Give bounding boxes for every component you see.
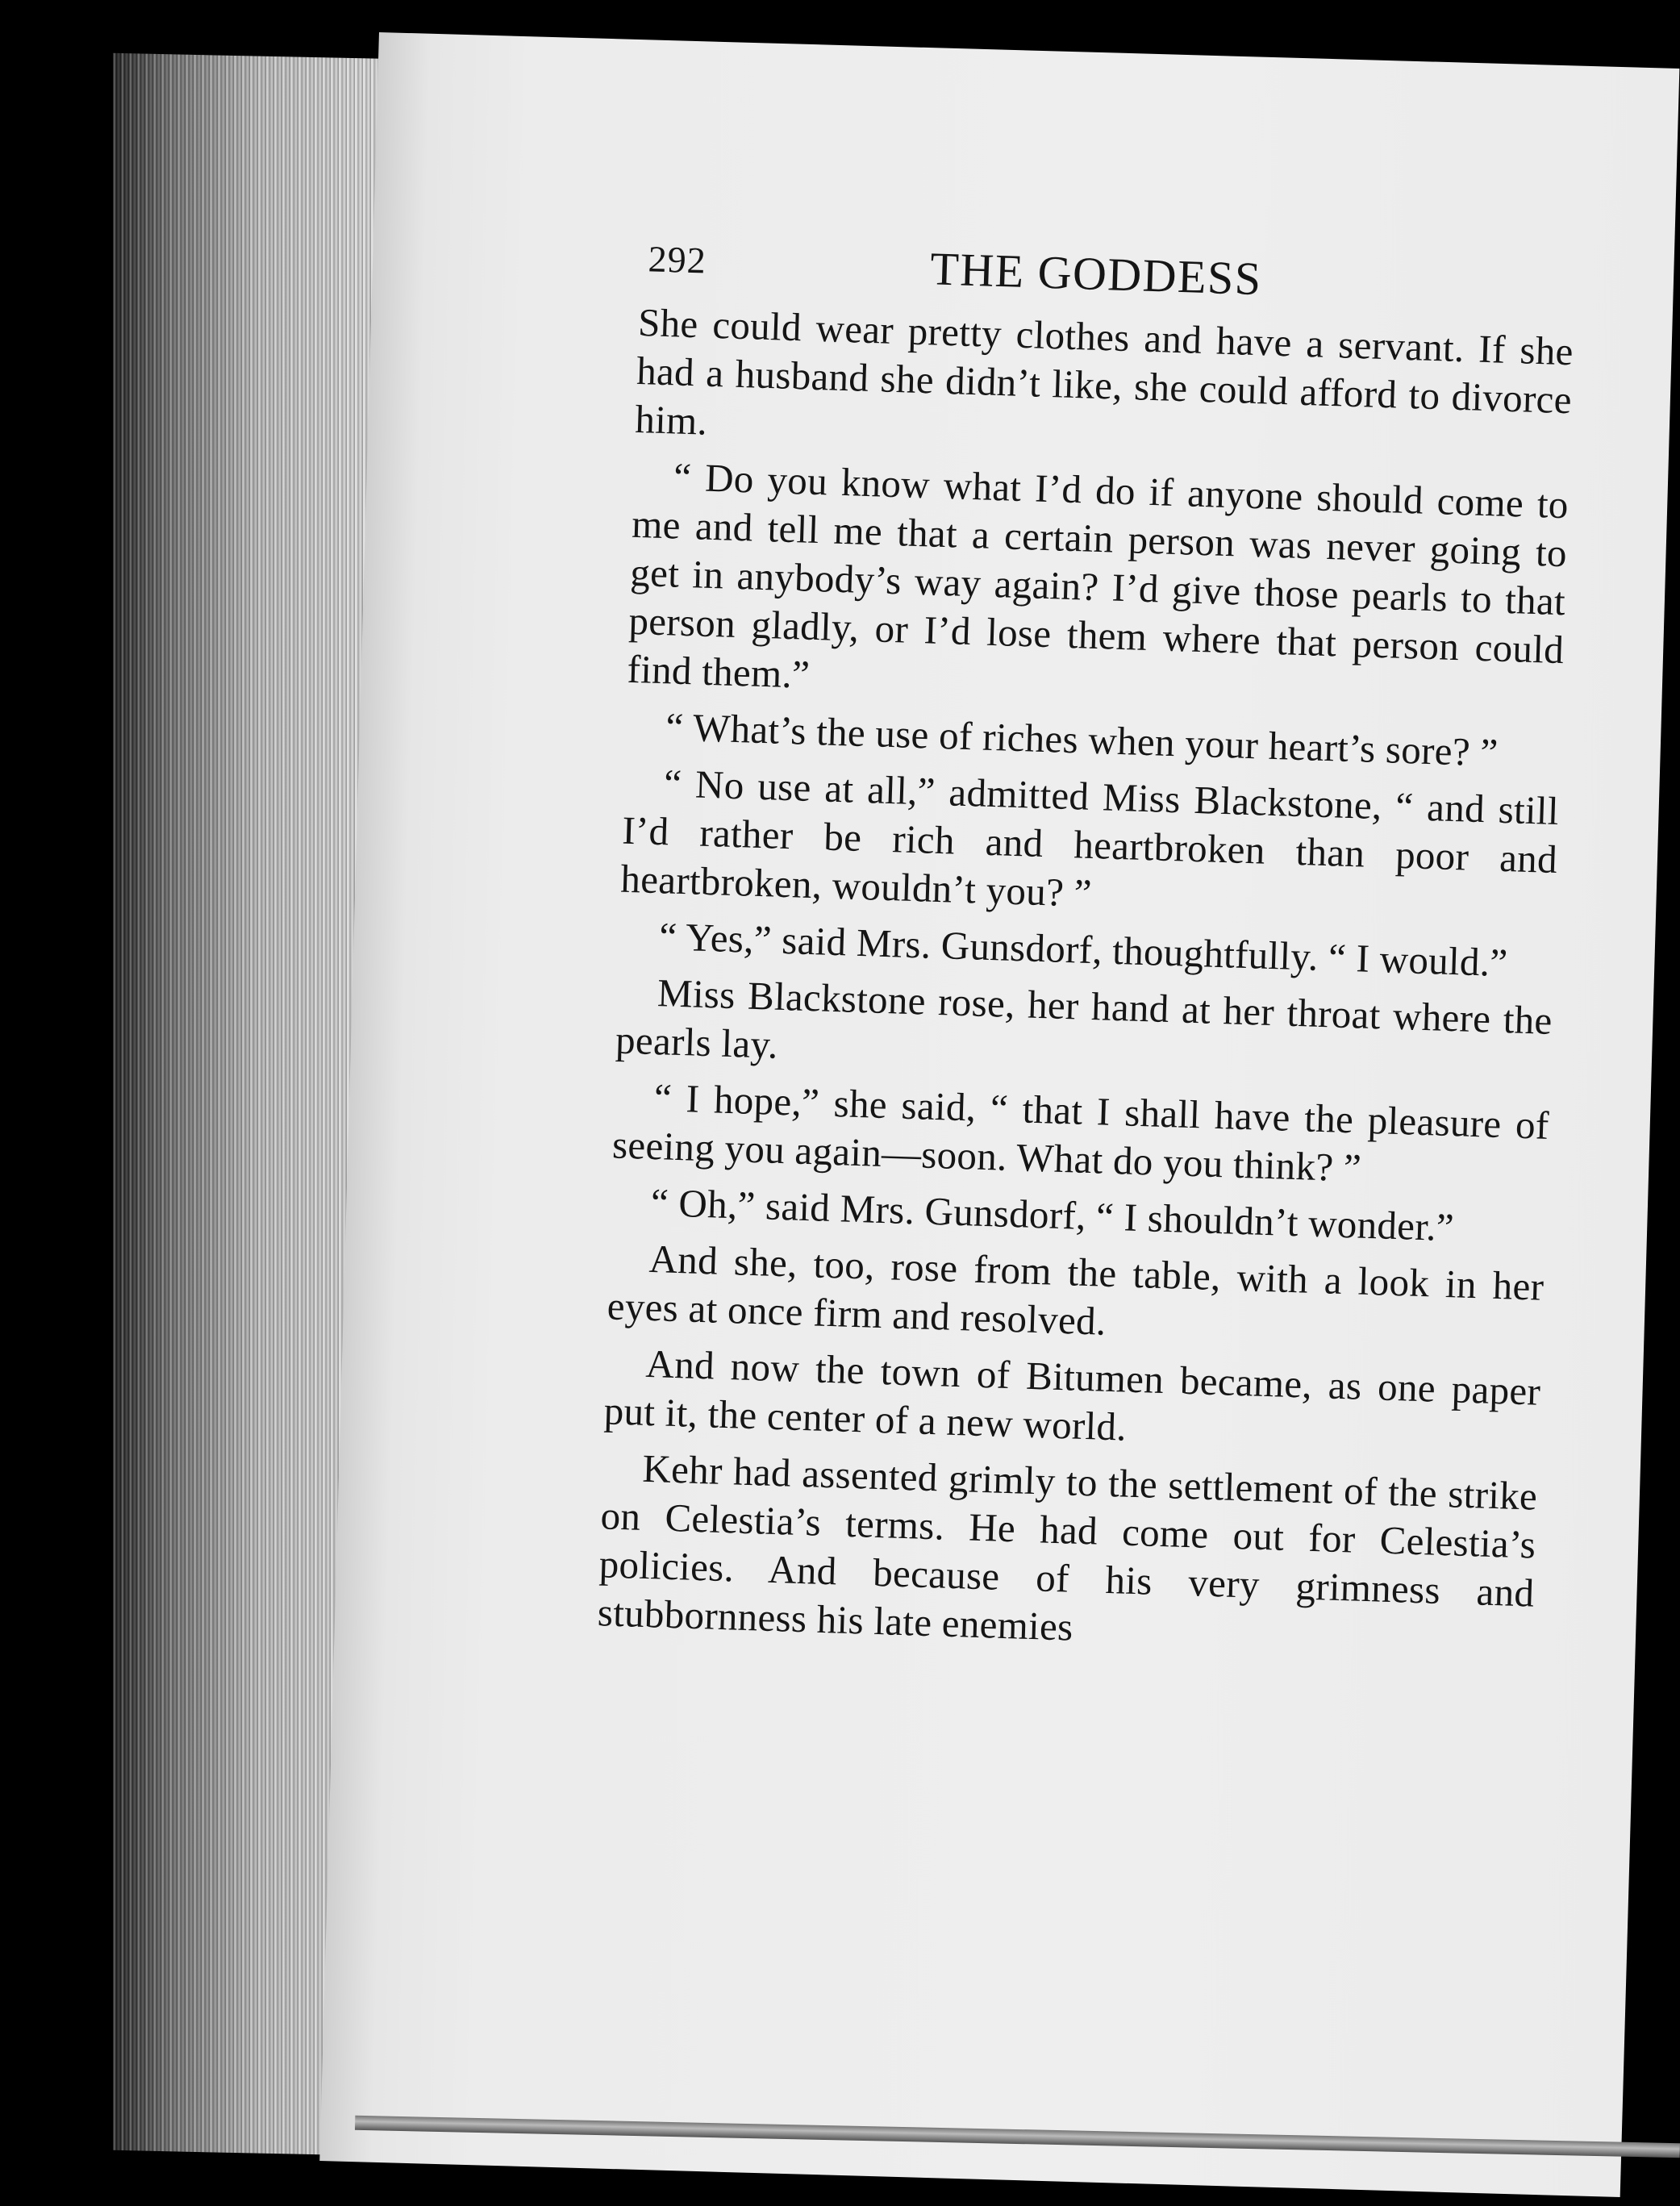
paragraph: “ What’s the use of riches when your heart’s sore? ” [665,704,1499,775]
paragraph: “ Oh,” said Mrs. Gunsdorf, “ I shouldn’t wonder.” [650,1179,1455,1250]
paragraph: Miss Blackstone rose, her hand at her throat where the pearls lay. [615,970,1553,1067]
paragraph: “ No use at all,” admitted Miss Blackstone, “ and still I’d rather be rich and heartbroken than poor and heartbroken, wouldn’t you? ” [619,761,1560,915]
paragraph: “ Yes,” said Mrs. Gunsdorf, thoughtfully. “ I would.” [658,914,1509,986]
page-number: 292 [647,238,707,281]
running-title: THE GODDESS [929,242,1263,306]
paragraph: And now the town of Bitumen became, as one paper put it, the center of a new world. [602,1341,1542,1449]
page-text-block [597,226,1576,1666]
paragraph: Kehr had assented grimly to the settlement of the strike on Celestia’s terms. He had come out for Celestia’s policies. And because of his very grimness and stubbornness his late enemies [597,1445,1538,1649]
paragraph: “ I hope,” she said, “ that I shall have the pleasure of seeing you again—soon. What do you think? ” [611,1075,1550,1191]
paragraph: “ Do you know what I’d do if anyone should come to me and tell me that a certain person was never going to get in anybody’s way again? I’d give those pearls to that person gladly, or I’d lose them where that person could find them.” [626,454,1570,697]
paragraph: She could wear pretty clothes and have a servant. If she had a husband she didn’t like, she could afford to divorce him. [634,299,1574,444]
paragraph: And she, too, rose from the table, with a look in her eyes at once firm and resolved. [607,1236,1545,1344]
